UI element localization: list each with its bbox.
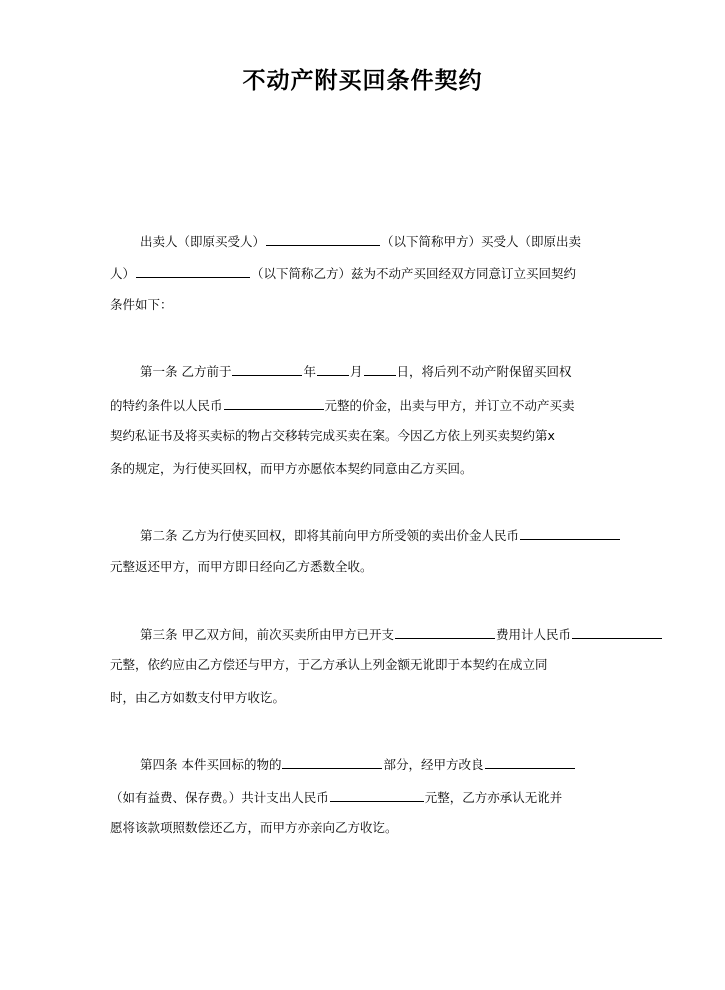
article-1-text: 的特约条件以人民币 — [110, 398, 223, 413]
article-3-line-1 — [140, 625, 663, 643]
document-title: 不动产附买回条件契约 — [242, 68, 483, 94]
article-2-line-1 — [140, 526, 621, 544]
preamble-text: （以下简称甲方）买受人（即原出卖 — [381, 234, 582, 249]
year-blank — [232, 362, 302, 376]
expense-item-blank — [395, 625, 495, 639]
article-3-text: 费用计人民币 — [495, 627, 571, 642]
article-3-text: 第三条 甲乙双方间，前次买卖所由甲方已开支 — [140, 627, 394, 642]
article-1-line-1 — [140, 362, 572, 380]
article-2-text: 第二条 乙方为行使买回权，即将其前向甲方所受领的卖出价金人民币 — [140, 528, 519, 543]
article-1-text: 日，将后列不动产附保留买回权 — [396, 364, 572, 379]
article-1-line-2 — [110, 396, 575, 414]
buyer-label: 人） — [110, 266, 136, 281]
price-blank — [224, 396, 324, 410]
article-1-line-3: 契约私证书及将买卖标的物占交移转完成买卖在案。今因乙方依上列买卖契约第x — [110, 428, 555, 443]
property-part-blank — [282, 755, 382, 769]
preamble-line-3: 条件如下： — [110, 297, 173, 312]
article-4-text: （如有益费、保存费。）共计支出人民币 — [110, 790, 329, 805]
year-label: 年 — [303, 364, 316, 379]
article-4-line-3: 愿将该款项照数偿还乙方，而甲方亦亲向乙方收讫。 — [110, 820, 398, 835]
buyer-name-blank — [136, 264, 250, 278]
preamble-line-2 — [110, 264, 576, 282]
article-4-text: 部分，经甲方改良 — [383, 757, 484, 772]
improvement-blank — [485, 755, 575, 769]
month-label: 月 — [350, 364, 363, 379]
article-1-text: 元整的价金，出卖与甲方，并订立不动产买卖 — [324, 398, 575, 413]
expense-amount-blank — [572, 625, 662, 639]
article-3-line-3: 时，由乙方如数支付甲方收讫。 — [110, 690, 286, 705]
day-blank — [364, 362, 396, 376]
preamble-line-1 — [140, 232, 581, 250]
article-1-line-4: 条的规定，为行使买回权，而甲方亦愿依本契约同意由乙方买回。 — [110, 461, 473, 476]
article-4-line-1 — [140, 755, 576, 773]
article-4-text: 元整，乙方亦承认无讹并 — [424, 790, 563, 805]
article-2-line-2: 元整返还甲方，而甲方即日经向乙方悉数全收。 — [110, 559, 373, 574]
article-4-text: 第四条 本件买回标的物的 — [140, 757, 282, 772]
seller-name-blank — [266, 232, 380, 246]
preamble-text: （以下简称乙方）兹为不动产买回经双方同意订立买回契约 — [251, 266, 577, 281]
refund-amount-blank — [520, 526, 620, 540]
article-3-line-2: 元整，依约应由乙方偿还与甲方，于乙方承认上列金额无讹即于本契约在成立同 — [110, 657, 548, 672]
month-blank — [317, 362, 349, 376]
article-1-text: 第一条 乙方前于 — [140, 364, 232, 379]
article-4-line-2 — [110, 788, 562, 806]
seller-label: 出卖人（即原买受人） — [140, 234, 266, 249]
total-expense-blank — [330, 788, 424, 802]
